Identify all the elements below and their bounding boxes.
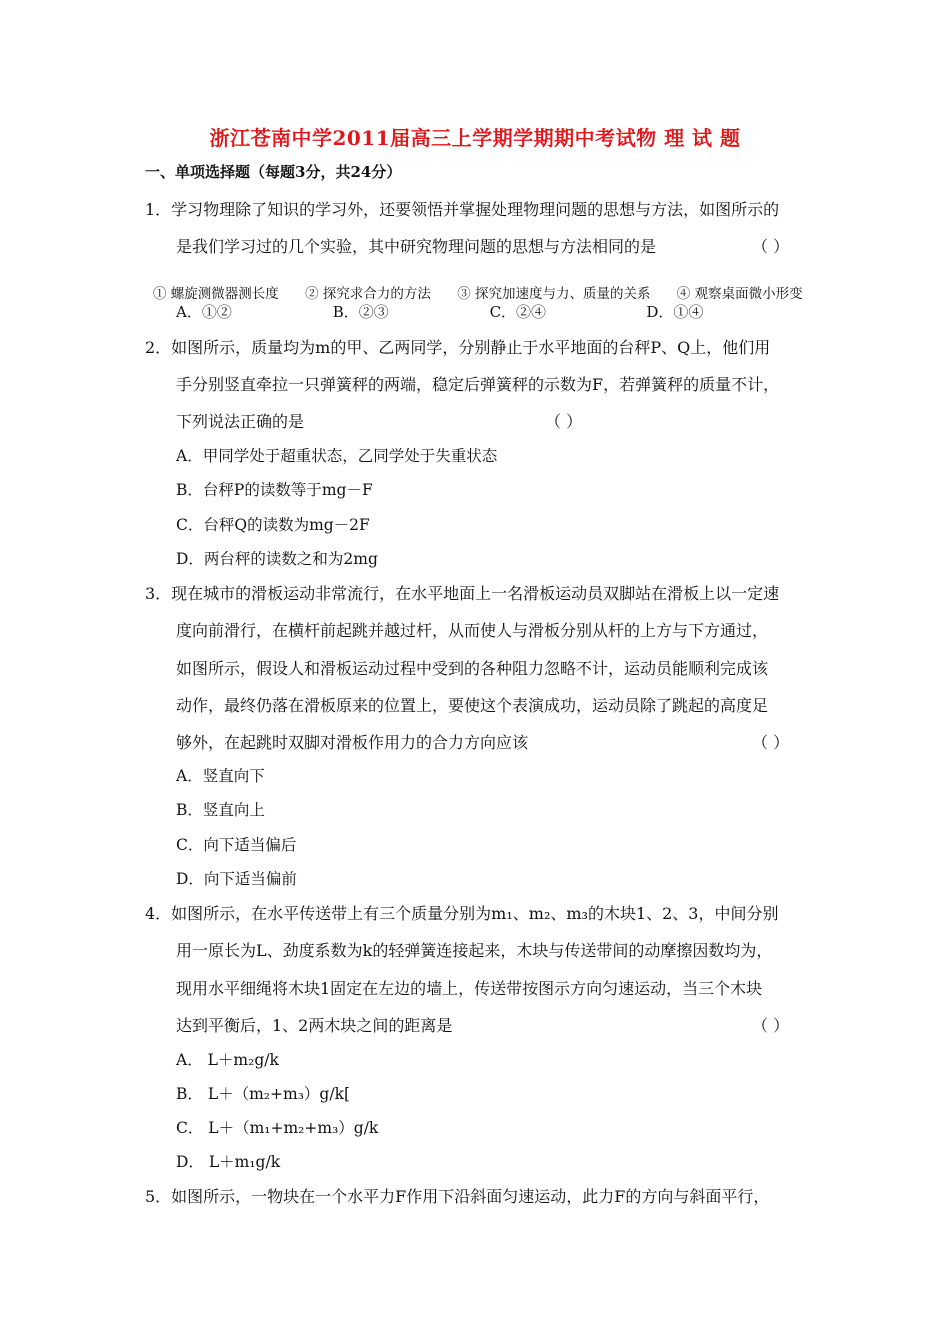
q2-line-1: 2．如图所示，质量均为m的甲、乙两同学，分别静止于水平地面的台秤P、Q上，他们用 xyxy=(145,338,771,357)
q3-line-4: 动作，最终仍落在滑板原来的位置上，要使这个表演成功，运动员除了跳起的高度足 xyxy=(176,696,769,715)
q5-line-1: 5．如图所示，一物块在一个水平力F作用下沿斜面匀速运动，此力F的方向与斜面平行， xyxy=(145,1187,770,1206)
q3-option-d: D．向下适当偏前 xyxy=(176,870,297,888)
q2-line-2: 手分别竖直牵拉一只弹簧秤的两端，稳定后弹簧秤的示数为F，若弹簧秤的质量不计， xyxy=(176,375,780,394)
q3-line-1: 3．现在城市的滑板运动非常流行，在水平地面上一名滑板运动员双脚站在滑板上以一定速 xyxy=(145,584,780,603)
q4-line-4: 达到平衡后，1、2两木块之间的距离是 xyxy=(176,1016,453,1035)
exam-title: 浙江苍南中学2011届高三上学期学期期中考试物 理 试 题 xyxy=(209,126,741,150)
q1-options xyxy=(176,301,798,322)
q1-line-2: 是我们学习过的几个实验，其中研究物理问题的思想与方法相同的是 xyxy=(176,237,657,256)
q1-option-b: B．②③ xyxy=(332,303,389,321)
q3-option-a: A．竖直向下 xyxy=(176,767,265,785)
q4-option-a: A． L＋m₂g/k xyxy=(176,1051,279,1069)
q3-answer-blank: （ ） xyxy=(752,733,790,752)
q4-line-2: 用一原长为L、劲度系数为k的轻弹簧连接起来，木块与传送带间的动摩擦因数均为， xyxy=(176,941,773,960)
q2-option-d: D．两台秤的读数之和为2mg xyxy=(176,550,378,568)
q1-option-a: A．①② xyxy=(176,303,232,321)
q4-option-c: C． L＋（m₁+m₂+m₃）g/k xyxy=(176,1119,379,1137)
experiment-label: ② 探究求合力的方法 xyxy=(305,286,431,302)
experiment-label: ③ 探究加速度与力、质量的关系 xyxy=(457,286,651,302)
q1-option-c: C．②④ xyxy=(489,303,547,321)
q2-option-a: A．甲同学处于超重状态，乙同学处于失重状态 xyxy=(176,447,498,465)
q4-option-b: B． L＋（m₂+m₃）g/k[ xyxy=(176,1085,351,1103)
q3-line-3: 如图所示，假设人和滑板运动过程中受到的各种阻力忽略不计，运动员能顺利完成该 xyxy=(176,659,769,678)
q2-answer-blank: （ ） xyxy=(545,412,583,431)
q4-line-3: 现用水平细绳将木块1固定在左边的墙上，传送带按图示方向匀速运动，当三个木块 xyxy=(176,979,763,998)
q4-option-d: D． L＋m₁g/k xyxy=(176,1153,281,1171)
q1-option-d: D．①④ xyxy=(646,303,704,321)
section-heading: 一、单项选择题（每题3分，共24分） xyxy=(145,163,402,181)
q2-option-c: C．台秤Q的读数为mg－2F xyxy=(176,516,370,534)
q3-option-b: B．竖直向上 xyxy=(176,801,265,819)
q4-line-1: 4．如图所示，在水平传送带上有三个质量分别为m₁、m₂、m₃的木块1、2、3，中间分别 xyxy=(145,904,779,923)
q3-option-c: C．向下适当偏后 xyxy=(176,836,297,854)
experiment-label: ④ 观察桌面微小形变 xyxy=(676,286,803,302)
q4-answer-blank: （ ） xyxy=(752,1016,790,1035)
q2-line-3: 下列说法正确的是 xyxy=(176,412,305,431)
q3-line-2: 度向前滑行，在横杆前起跳并越过杆，从而使人与滑板分别从杆的上方与下方通过， xyxy=(176,621,769,640)
q1-line-1: 1．学习物理除了知识的学习外，还要领悟并掌握处理物理问题的思想与方法，如图所示的 xyxy=(145,200,780,219)
experiment-label: ① 螺旋测微器测长度 xyxy=(153,286,279,302)
q3-line-5: 够外，在起跳时双脚对滑板作用力的合力方向应该 xyxy=(176,733,529,752)
q1-answer-blank: （ ） xyxy=(752,237,790,256)
q2-option-b: B．台秤P的读数等于mg－F xyxy=(176,481,373,499)
q1-experiment-labels xyxy=(153,282,825,302)
